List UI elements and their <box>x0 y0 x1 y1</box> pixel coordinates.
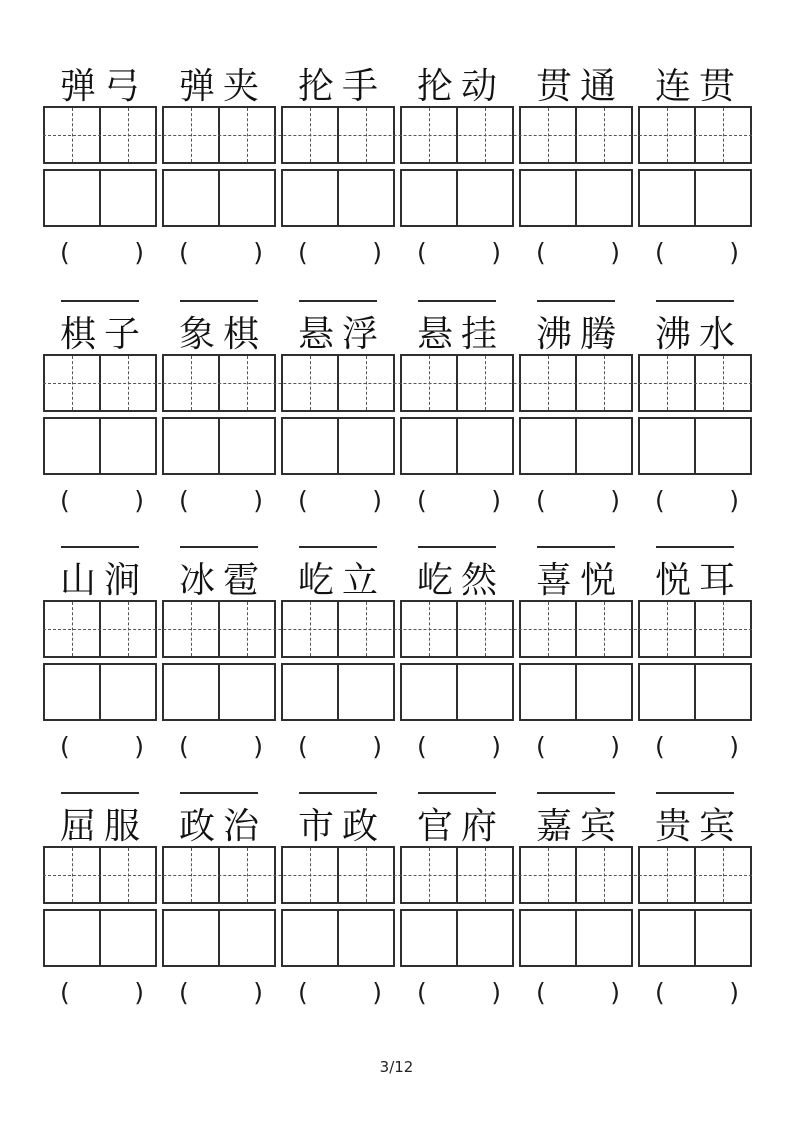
open-paren: ( <box>179 978 189 1007</box>
blank-grid-cell <box>337 171 393 225</box>
open-paren: ( <box>298 732 308 761</box>
open-paren: ( <box>60 978 70 1007</box>
blank-grid-cell <box>575 911 631 965</box>
blank-grid-block <box>519 169 633 227</box>
blank-grid-cell <box>640 171 694 225</box>
blank-grid-cell <box>283 419 337 473</box>
blank-grid-cell <box>521 419 575 473</box>
close-paren: ) <box>729 978 739 1007</box>
blank-grid-cell <box>99 665 155 719</box>
pinyin-line-slot <box>400 300 514 314</box>
pinyin-line-slot <box>162 52 276 66</box>
blank-grid-cell <box>456 171 512 225</box>
pinyin-line-slot <box>400 546 514 560</box>
blank-grid-cell <box>694 911 750 965</box>
blank-grid-block <box>43 417 157 475</box>
pinyin-line-slot <box>43 300 157 314</box>
blank-grid-cell <box>694 171 750 225</box>
parentheses-slot <box>43 979 157 1007</box>
blank-grid-block <box>162 909 276 967</box>
pinyin-line <box>61 546 139 548</box>
open-paren: ( <box>60 732 70 761</box>
blank-grid-cell <box>521 911 575 965</box>
pinyin-line-slot <box>519 546 633 560</box>
word-label: 屹然 <box>416 560 505 601</box>
parentheses-slot <box>162 487 276 515</box>
pinyin-line-slot <box>400 792 514 806</box>
word-label: 悬挂 <box>416 314 505 355</box>
blank-grid-block <box>281 417 395 475</box>
pinyin-line-slot <box>638 300 752 314</box>
word-label: 喜悦 <box>535 560 624 601</box>
pinyin-line-slot <box>162 792 276 806</box>
pinyin-line-row <box>43 546 752 560</box>
open-paren: ( <box>179 486 189 515</box>
close-paren: ) <box>491 238 501 267</box>
pinyin-line-slot <box>43 792 157 806</box>
parentheses-slot <box>638 979 752 1007</box>
blank-grid-cell <box>45 911 99 965</box>
blank-grid-cell <box>640 419 694 473</box>
blank-grid-cell <box>402 911 456 965</box>
blank-grid-cell <box>337 665 393 719</box>
word-label: 屈服 <box>59 806 148 847</box>
parentheses-slot <box>519 733 633 761</box>
practice-grid-row-blank <box>43 417 752 475</box>
close-paren: ) <box>491 732 501 761</box>
blank-grid-cell <box>575 419 631 473</box>
blank-grid-block <box>519 909 633 967</box>
blank-grid-cell <box>99 911 155 965</box>
page-number: 3/12 <box>379 1058 414 1076</box>
pinyin-line-slot <box>638 792 752 806</box>
blank-grid-block <box>281 909 395 967</box>
blank-grid-block <box>638 909 752 967</box>
blank-grid-block <box>638 417 752 475</box>
practice-grid-row-tianzige <box>43 846 752 904</box>
close-paren: ) <box>610 732 620 761</box>
blank-grid-cell <box>164 419 218 473</box>
open-paren: ( <box>536 486 546 515</box>
pinyin-line-row <box>43 300 752 314</box>
pinyin-line-slot <box>43 52 157 66</box>
blank-grid-block <box>400 169 514 227</box>
parentheses-slot <box>400 979 514 1007</box>
parentheses-slot <box>519 487 633 515</box>
close-paren: ) <box>372 978 382 1007</box>
open-paren: ( <box>655 238 665 267</box>
practice-grid-row-blank <box>43 909 752 967</box>
blank-grid-cell <box>164 911 218 965</box>
blank-grid-cell <box>337 419 393 473</box>
blank-grid-cell <box>45 419 99 473</box>
pinyin-line-slot <box>281 546 395 560</box>
pinyin-line-slot <box>281 300 395 314</box>
pinyin-line <box>180 546 258 548</box>
parentheses-slot <box>43 733 157 761</box>
pinyin-line <box>656 792 734 794</box>
blank-grid-cell <box>456 419 512 473</box>
blank-grid-cell <box>283 665 337 719</box>
close-paren: ) <box>610 978 620 1007</box>
word-row <box>43 560 752 600</box>
parentheses-row <box>43 239 752 267</box>
word-label: 抡手 <box>297 66 386 107</box>
blank-grid-cell <box>456 665 512 719</box>
parentheses-slot <box>638 487 752 515</box>
open-paren: ( <box>417 978 427 1007</box>
word-group-row <box>43 792 752 1007</box>
parentheses-row <box>43 487 752 515</box>
word-label: 棋子 <box>59 314 148 355</box>
pinyin-line-slot <box>162 300 276 314</box>
word-row <box>43 66 752 106</box>
blank-grid-block <box>281 169 395 227</box>
blank-grid-cell <box>456 911 512 965</box>
open-paren: ( <box>60 238 70 267</box>
parentheses-slot <box>281 487 395 515</box>
close-paren: ) <box>134 978 144 1007</box>
blank-grid-cell <box>694 419 750 473</box>
open-paren: ( <box>179 732 189 761</box>
word-label: 市政 <box>297 806 386 847</box>
word-group-row <box>43 300 752 515</box>
open-paren: ( <box>60 486 70 515</box>
blank-grid-cell <box>99 171 155 225</box>
close-paren: ) <box>610 238 620 267</box>
blank-grid-cell <box>402 665 456 719</box>
blank-grid-block <box>638 169 752 227</box>
word-label: 抡动 <box>416 66 505 107</box>
word-row <box>43 314 752 354</box>
pinyin-line-row <box>43 792 752 806</box>
open-paren: ( <box>179 238 189 267</box>
parentheses-row <box>43 733 752 761</box>
pinyin-line <box>418 546 496 548</box>
practice-grid-row-tianzige <box>43 600 752 658</box>
blank-grid-cell <box>218 665 274 719</box>
close-paren: ) <box>253 978 263 1007</box>
pinyin-line <box>61 300 139 302</box>
open-paren: ( <box>536 978 546 1007</box>
parentheses-slot <box>400 239 514 267</box>
pinyin-line <box>299 546 377 548</box>
horizontal-guide-line <box>43 135 752 136</box>
open-paren: ( <box>536 238 546 267</box>
blank-grid-cell <box>283 171 337 225</box>
blank-grid-block <box>43 663 157 721</box>
close-paren: ) <box>253 238 263 267</box>
blank-grid-cell <box>218 419 274 473</box>
practice-grid-row-tianzige <box>43 354 752 412</box>
word-label: 悦耳 <box>654 560 743 601</box>
pinyin-line-slot <box>281 52 395 66</box>
word-label: 政治 <box>178 806 267 847</box>
open-paren: ( <box>417 238 427 267</box>
blank-grid-cell <box>575 171 631 225</box>
pinyin-line-slot <box>638 546 752 560</box>
blank-grid-cell <box>283 911 337 965</box>
blank-grid-block <box>638 663 752 721</box>
parentheses-slot <box>638 239 752 267</box>
blank-grid-cell <box>218 911 274 965</box>
close-paren: ) <box>729 238 739 267</box>
blank-grid-cell <box>521 171 575 225</box>
open-paren: ( <box>298 486 308 515</box>
close-paren: ) <box>372 732 382 761</box>
close-paren: ) <box>610 486 620 515</box>
close-paren: ) <box>134 732 144 761</box>
blank-grid-cell <box>218 171 274 225</box>
blank-grid-block <box>162 169 276 227</box>
pinyin-line <box>299 300 377 302</box>
blank-grid-cell <box>99 419 155 473</box>
pinyin-line <box>418 792 496 794</box>
parentheses-slot <box>281 979 395 1007</box>
blank-grid-cell <box>402 419 456 473</box>
blank-grid-block <box>43 169 157 227</box>
pinyin-line-row <box>43 52 752 66</box>
pinyin-line-slot <box>519 300 633 314</box>
open-paren: ( <box>655 732 665 761</box>
blank-grid-block <box>519 663 633 721</box>
word-label: 弹弓 <box>59 66 148 107</box>
close-paren: ) <box>372 486 382 515</box>
parentheses-slot <box>162 979 276 1007</box>
close-paren: ) <box>372 238 382 267</box>
blank-grid-cell <box>575 665 631 719</box>
practice-grid-row-blank <box>43 663 752 721</box>
pinyin-line <box>656 300 734 302</box>
parentheses-slot <box>43 487 157 515</box>
open-paren: ( <box>298 238 308 267</box>
word-label: 沸水 <box>654 314 743 355</box>
close-paren: ) <box>491 978 501 1007</box>
pinyin-line <box>537 546 615 548</box>
blank-grid-block <box>519 417 633 475</box>
open-paren: ( <box>536 732 546 761</box>
horizontal-guide-line <box>43 875 752 876</box>
pinyin-line-slot <box>281 792 395 806</box>
word-label: 悬浮 <box>297 314 386 355</box>
word-label: 象棋 <box>178 314 267 355</box>
blank-grid-cell <box>337 911 393 965</box>
pinyin-line-slot <box>519 792 633 806</box>
pinyin-line-slot <box>400 52 514 66</box>
word-label: 弹夹 <box>178 66 267 107</box>
word-row <box>43 806 752 846</box>
pinyin-line-slot <box>519 52 633 66</box>
close-paren: ) <box>253 732 263 761</box>
pinyin-line <box>180 300 258 302</box>
close-paren: ) <box>134 486 144 515</box>
blank-grid-cell <box>402 171 456 225</box>
pinyin-line <box>537 792 615 794</box>
pinyin-line <box>61 792 139 794</box>
word-group-row <box>43 52 752 267</box>
pinyin-line-slot <box>162 546 276 560</box>
open-paren: ( <box>417 732 427 761</box>
pinyin-line <box>299 792 377 794</box>
word-label: 贵宾 <box>654 806 743 847</box>
parentheses-slot <box>519 239 633 267</box>
parentheses-slot <box>638 733 752 761</box>
word-group-row <box>43 546 752 761</box>
horizontal-guide-line <box>43 383 752 384</box>
word-label: 屹立 <box>297 560 386 601</box>
open-paren: ( <box>298 978 308 1007</box>
blank-grid-cell <box>164 665 218 719</box>
pinyin-line-slot <box>43 546 157 560</box>
blank-grid-block <box>162 663 276 721</box>
parentheses-slot <box>162 239 276 267</box>
blank-grid-cell <box>521 665 575 719</box>
blank-grid-cell <box>45 665 99 719</box>
open-paren: ( <box>655 486 665 515</box>
parentheses-slot <box>400 733 514 761</box>
pinyin-line <box>180 792 258 794</box>
blank-grid-block <box>43 909 157 967</box>
word-label: 山涧 <box>59 560 148 601</box>
blank-grid-block <box>281 663 395 721</box>
blank-grid-cell <box>694 665 750 719</box>
parentheses-slot <box>519 979 633 1007</box>
word-label: 官府 <box>416 806 505 847</box>
parentheses-row <box>43 979 752 1007</box>
parentheses-slot <box>43 239 157 267</box>
blank-grid-cell <box>164 171 218 225</box>
word-label: 沸腾 <box>535 314 624 355</box>
blank-grid-cell <box>640 665 694 719</box>
word-label: 嘉宾 <box>535 806 624 847</box>
close-paren: ) <box>253 486 263 515</box>
parentheses-slot <box>281 733 395 761</box>
close-paren: ) <box>729 732 739 761</box>
blank-grid-block <box>400 417 514 475</box>
open-paren: ( <box>655 978 665 1007</box>
blank-grid-block <box>400 663 514 721</box>
close-paren: ) <box>729 486 739 515</box>
pinyin-line <box>656 546 734 548</box>
word-label: 冰雹 <box>178 560 267 601</box>
pinyin-line <box>537 300 615 302</box>
open-paren: ( <box>417 486 427 515</box>
practice-grid-row-blank <box>43 169 752 227</box>
blank-grid-block <box>400 909 514 967</box>
parentheses-slot <box>162 733 276 761</box>
word-label: 贯通 <box>535 66 624 107</box>
horizontal-guide-line <box>43 629 752 630</box>
blank-grid-cell <box>45 171 99 225</box>
blank-grid-cell <box>640 911 694 965</box>
blank-grid-block <box>162 417 276 475</box>
pinyin-line-slot <box>638 52 752 66</box>
close-paren: ) <box>134 238 144 267</box>
practice-grid-row-tianzige <box>43 106 752 164</box>
word-label: 连贯 <box>654 66 743 107</box>
parentheses-slot <box>400 487 514 515</box>
close-paren: ) <box>491 486 501 515</box>
pinyin-line <box>418 300 496 302</box>
parentheses-slot <box>281 239 395 267</box>
